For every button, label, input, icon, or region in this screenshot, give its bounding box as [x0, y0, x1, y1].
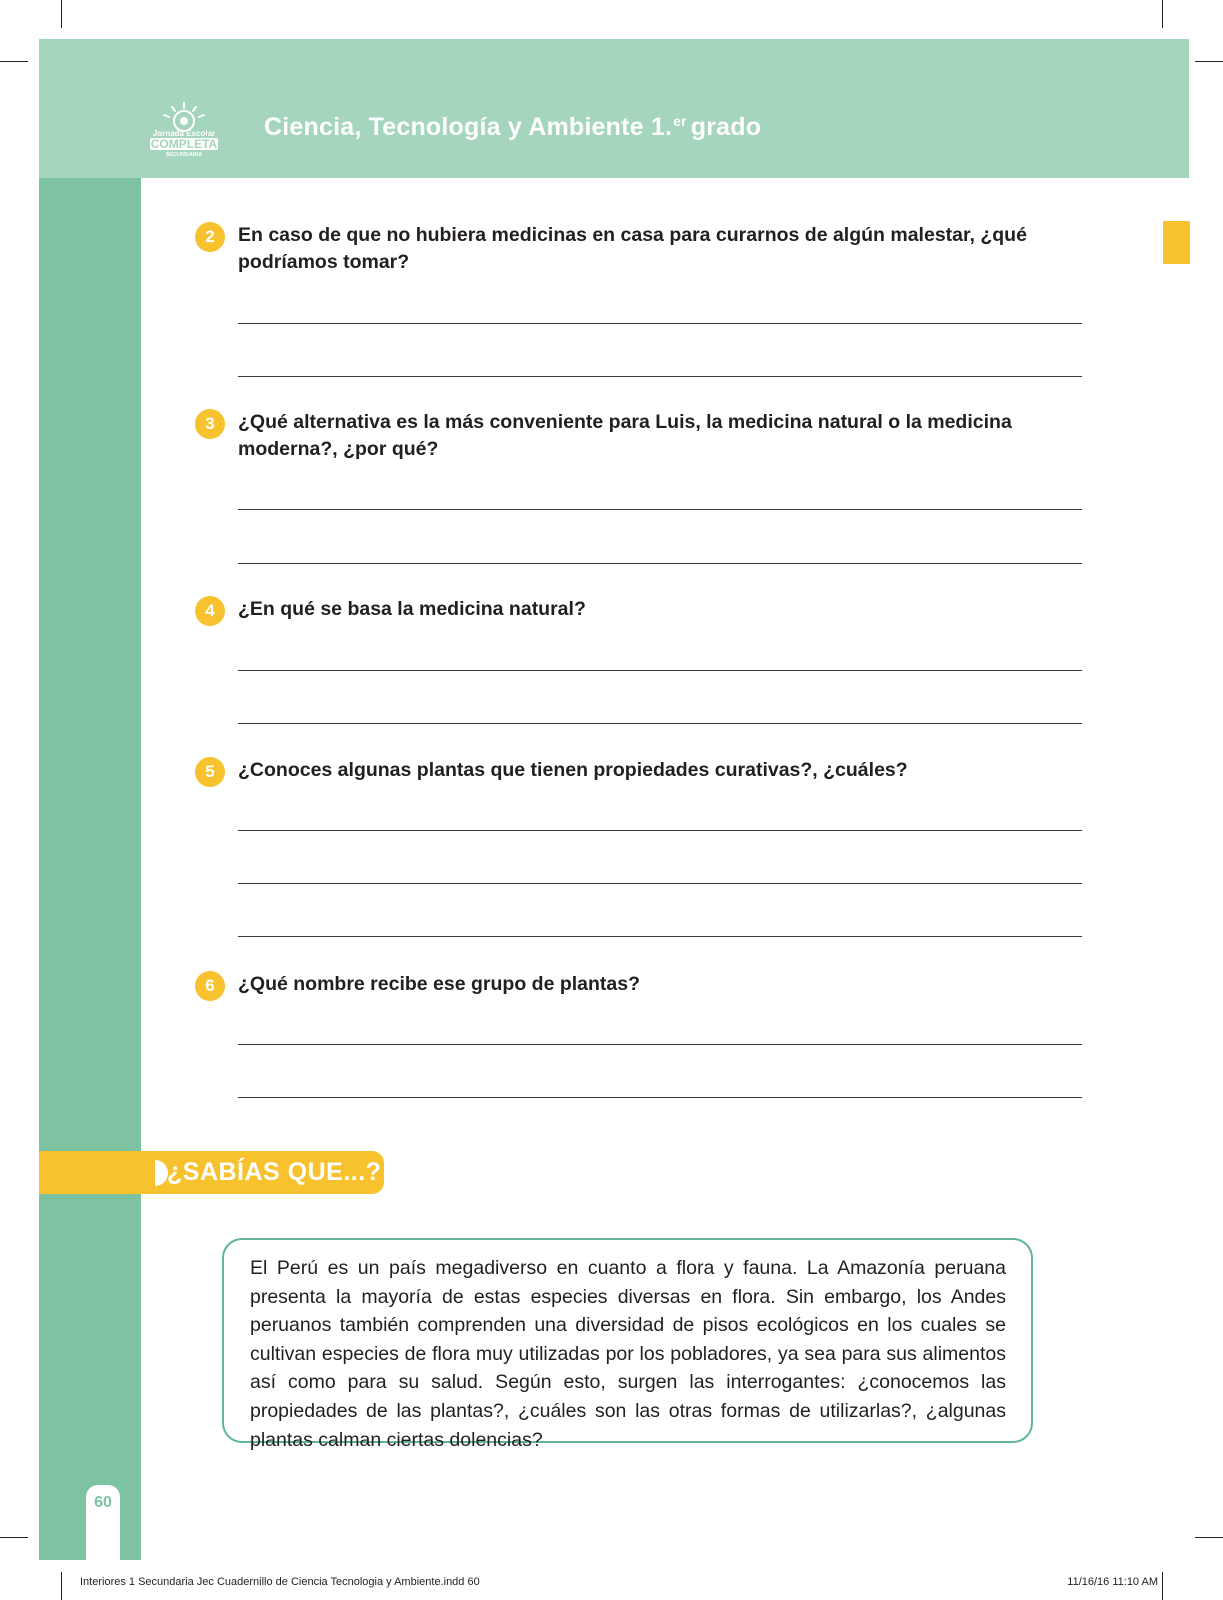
page-number: 60	[94, 1494, 112, 1511]
side-band	[39, 178, 141, 1560]
crop-mark	[61, 0, 62, 28]
answer-line[interactable]	[238, 936, 1082, 937]
question-text: ¿Qué nombre recibe ese grupo de plantas?	[238, 973, 641, 995]
answer-line[interactable]	[238, 670, 1082, 671]
title-main: Ciencia, Tecnología y Ambiente 1.	[264, 113, 673, 141]
answer-line[interactable]	[238, 563, 1082, 564]
question-text: En caso de que no hubiera medicinas en casa para curarnos de algún malestar, ¿qué podríamos tomar?	[238, 224, 1027, 273]
page-title	[264, 113, 761, 142]
crop-mark	[0, 1537, 28, 1538]
title-end: grado	[690, 113, 762, 141]
question-number-badge: 4	[195, 596, 225, 626]
logo-line-1: Jornada Escolar	[152, 129, 216, 138]
crop-mark	[0, 61, 28, 62]
crop-mark	[1195, 1537, 1223, 1538]
answer-line[interactable]	[238, 323, 1082, 324]
margin-tab	[1163, 221, 1190, 264]
answer-line[interactable]	[238, 509, 1082, 510]
answer-line[interactable]	[238, 376, 1082, 377]
question-text: ¿En qué se basa la medicina natural?	[238, 598, 586, 620]
crop-mark	[1162, 1572, 1163, 1600]
page-number-tab	[86, 1485, 120, 1560]
question-number-badge: 6	[195, 971, 225, 1001]
answer-line[interactable]	[238, 1044, 1082, 1045]
question-text: ¿Conoces algunas plantas que tienen propiedades curativas?, ¿cuáles?	[238, 759, 908, 781]
question-number-badge: 3	[195, 409, 225, 439]
crop-mark	[1162, 0, 1163, 28]
title-superscript: er	[673, 113, 687, 129]
answer-line[interactable]	[238, 723, 1082, 724]
question-number-badge: 2	[195, 222, 225, 252]
sabias-que-banner	[39, 1151, 384, 1194]
footer-timestamp: 11/16/16 11:10 AM	[1067, 1576, 1158, 1588]
logo-line-2: COMPLETA	[150, 137, 218, 151]
info-box	[222, 1238, 1033, 1451]
question-text: ¿Qué alternativa es la más conveniente para Luis, la medicina natural o la medicina moderna?, ¿por qué?	[238, 411, 1012, 460]
sabias-que-title: ¿SABÍAS QUE...?	[167, 1158, 382, 1186]
answer-line[interactable]	[238, 1097, 1082, 1098]
answer-line[interactable]	[238, 883, 1082, 884]
jornada-escolar-logo	[146, 101, 222, 157]
crop-mark	[61, 1572, 62, 1600]
logo-line-3: SECUNDARIA	[165, 152, 203, 157]
question-number-badge: 5	[195, 757, 225, 787]
crop-mark	[1195, 61, 1223, 62]
answer-line[interactable]	[238, 830, 1082, 831]
footer-filename: Interiores 1 Secundaria Jec Cuadernillo de Ciencia Tecnologia y Ambiente.indd 60	[80, 1576, 480, 1588]
info-text: El Perú es un país megadiverso en cuanto a flora y fauna. La Amazonía peruana presenta la mayoría de estas especies diversas en flora. Sin embargo, los Andes peruanos también comprenden una diversidad de pisos ecológicos en los cuales se cultivan especies de flora muy utilizadas por los pobladores, ya sea para sus alimentos así como para su salud. Según esto, surgen las interrogantes: ¿conocemos las propiedades de las plantas?, ¿cuáles son las otras formas de utilizarlas?, ¿algunas plantas calman ciertas dolencias?	[250, 1257, 1006, 1451]
